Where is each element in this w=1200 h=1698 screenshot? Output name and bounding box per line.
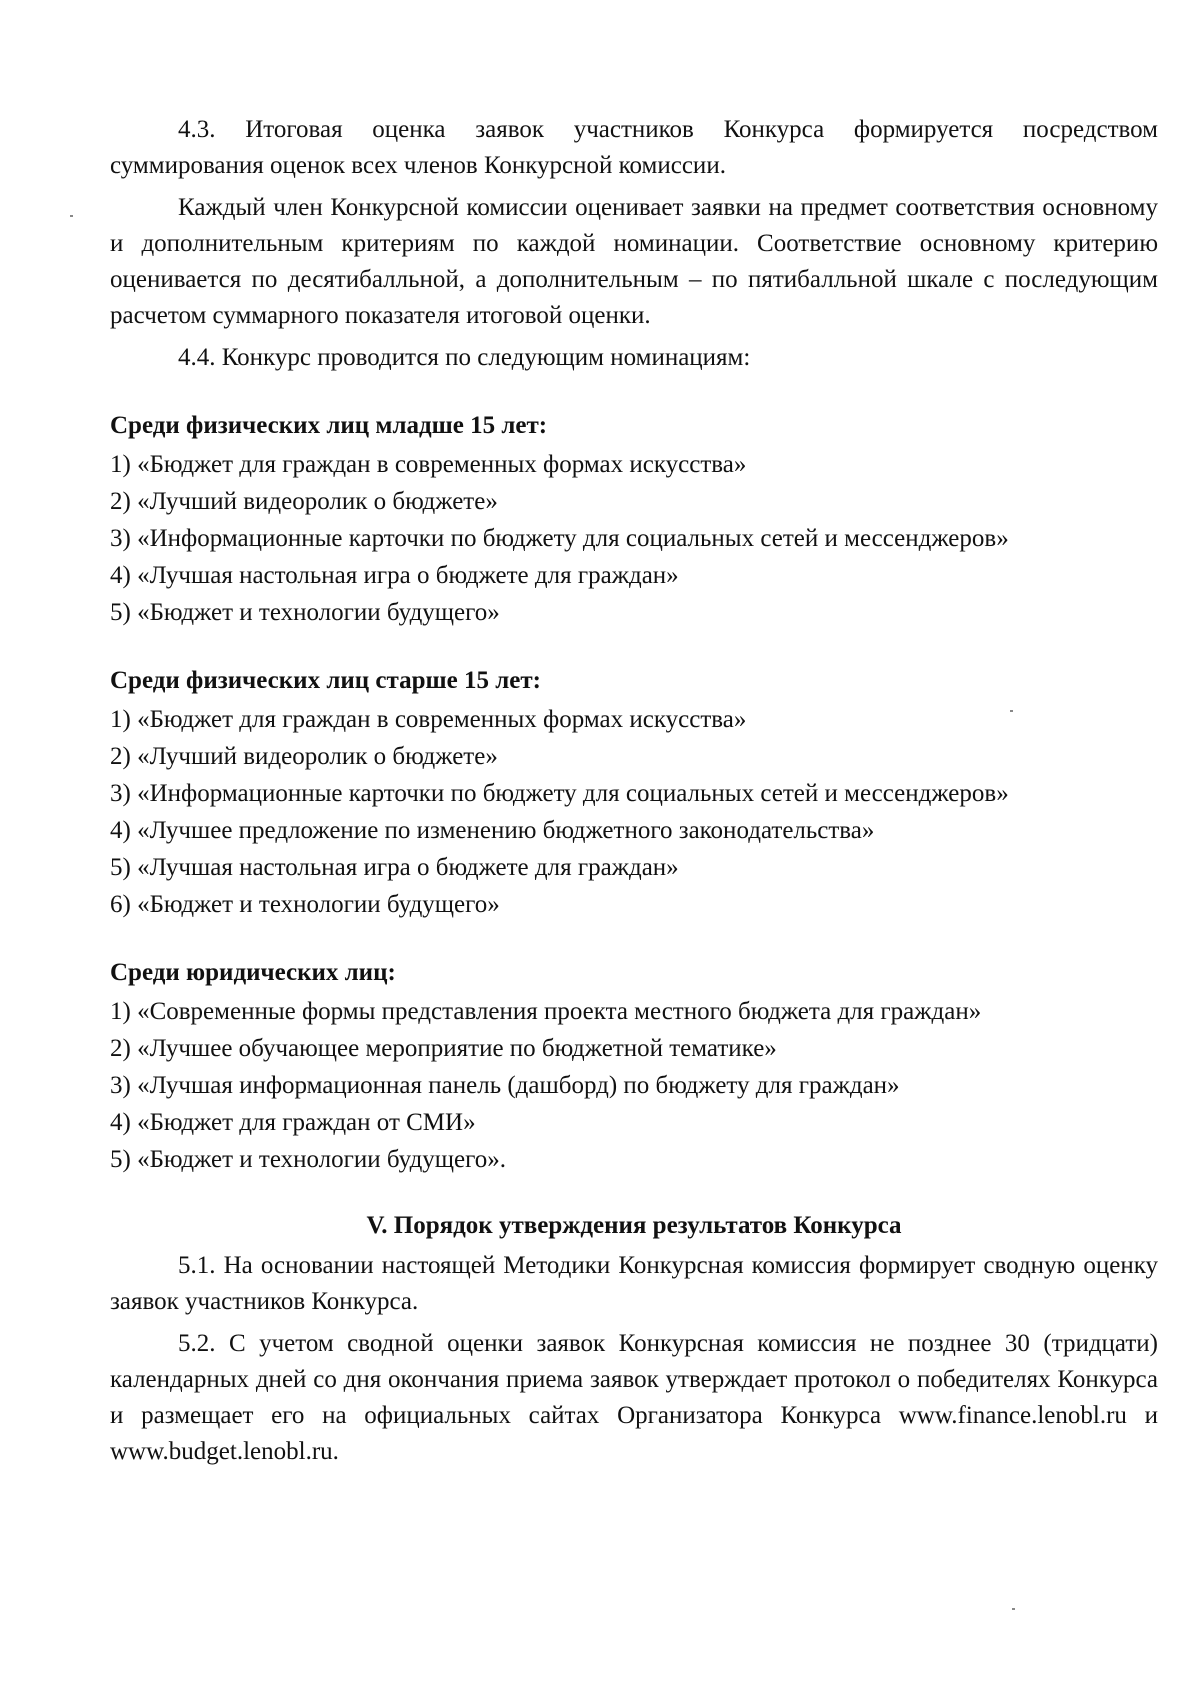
list-item: 2) «Лучший видеоролик о бюджете»	[110, 488, 498, 515]
list-item: 2) «Лучший видеоролик о бюджете»	[110, 743, 498, 770]
section-5-title: V. Порядок утверждения результатов Конкурса	[366, 1212, 902, 1239]
group-heading-legal-entities: Среди юридических лиц:	[110, 959, 396, 986]
paragraph-5-1: 5.1. На основании настоящей Методики Конкурсная комиссия формирует сводную оценку заявок участников Конкурса.	[110, 1252, 1158, 1315]
list-item: 5) «Бюджет и технологии будущего».	[110, 1146, 507, 1173]
scan-speck	[1012, 1608, 1015, 1610]
nomination-list-over-15	[110, 701, 1158, 923]
group-heading-under-15: Среди физических лиц младше 15 лет:	[110, 412, 548, 439]
list-item: 1) «Бюджет для граждан в современных формах искусства»	[110, 451, 747, 478]
list-item: 6) «Бюджет и технологии будущего»	[110, 891, 500, 918]
group-heading-over-15: Среди физических лиц старше 15 лет:	[110, 667, 541, 694]
paragraph-4-4: 4.4. Конкурс проводится по следующим номинациям:	[178, 344, 751, 371]
scan-speck	[70, 215, 73, 217]
list-item: 1) «Современные формы представления проекта местного бюджета для граждан»	[110, 998, 982, 1025]
list-item: 2) «Лучшее обучающее мероприятие по бюджетной тематике»	[110, 1035, 777, 1062]
document-page	[110, 112, 1158, 1476]
list-item: 5) «Лучшая настольная игра о бюджете для граждан»	[110, 854, 679, 881]
list-item: 5) «Бюджет и технологии будущего»	[110, 599, 500, 626]
list-item: 1) «Бюджет для граждан в современных формах искусства»	[110, 706, 747, 733]
paragraph-4-3-line-1: 4.3. Итоговая оценка заявок участников Конкурса формируется посредством	[178, 116, 1158, 143]
list-item: 4) «Лучшая настольная игра о бюджете для граждан»	[110, 562, 679, 589]
list-item: 3) «Лучшая информационная панель (дашборд) по бюджету для граждан»	[110, 1072, 900, 1099]
nomination-list-legal-entities	[110, 993, 1158, 1178]
paragraph-each-member: Каждый член Конкурсной комиссии оценивает заявки на предмет соответствия основному и дополнительным критериям по каждой номинации. Соответствие основному критерию оценивается по десятибалльной, а дополнительным – по пятибалльной шкале с последующим расчетом суммарного показателя итоговой оценки.	[110, 194, 1158, 329]
list-item: 3) «Информационные карточки по бюджету для социальных сетей и мессенджеров»	[110, 780, 1009, 807]
list-item: 4) «Бюджет для граждан от СМИ»	[110, 1109, 476, 1136]
nomination-list-under-15	[110, 446, 1158, 631]
list-item: 4) «Лучшее предложение по изменению бюджетного законодательства»	[110, 817, 875, 844]
paragraph-5-2: 5.2. С учетом сводной оценки заявок Конкурсная комиссия не позднее 30 (тридцати) календарных дней со дня окончания приема заявок утверждает протокол о победителях Конкурса и размещает его на официальных сайтах Организатора Конкурса www.finance.lenobl.ru и www.budget.lenobl.ru.	[110, 1330, 1158, 1465]
scan-speck	[1010, 710, 1013, 712]
paragraph-4-3-line-2: суммирования оценок всех членов Конкурсной комиссии.	[110, 152, 726, 179]
list-item: 3) «Информационные карточки по бюджету для социальных сетей и мессенджеров»	[110, 525, 1009, 552]
